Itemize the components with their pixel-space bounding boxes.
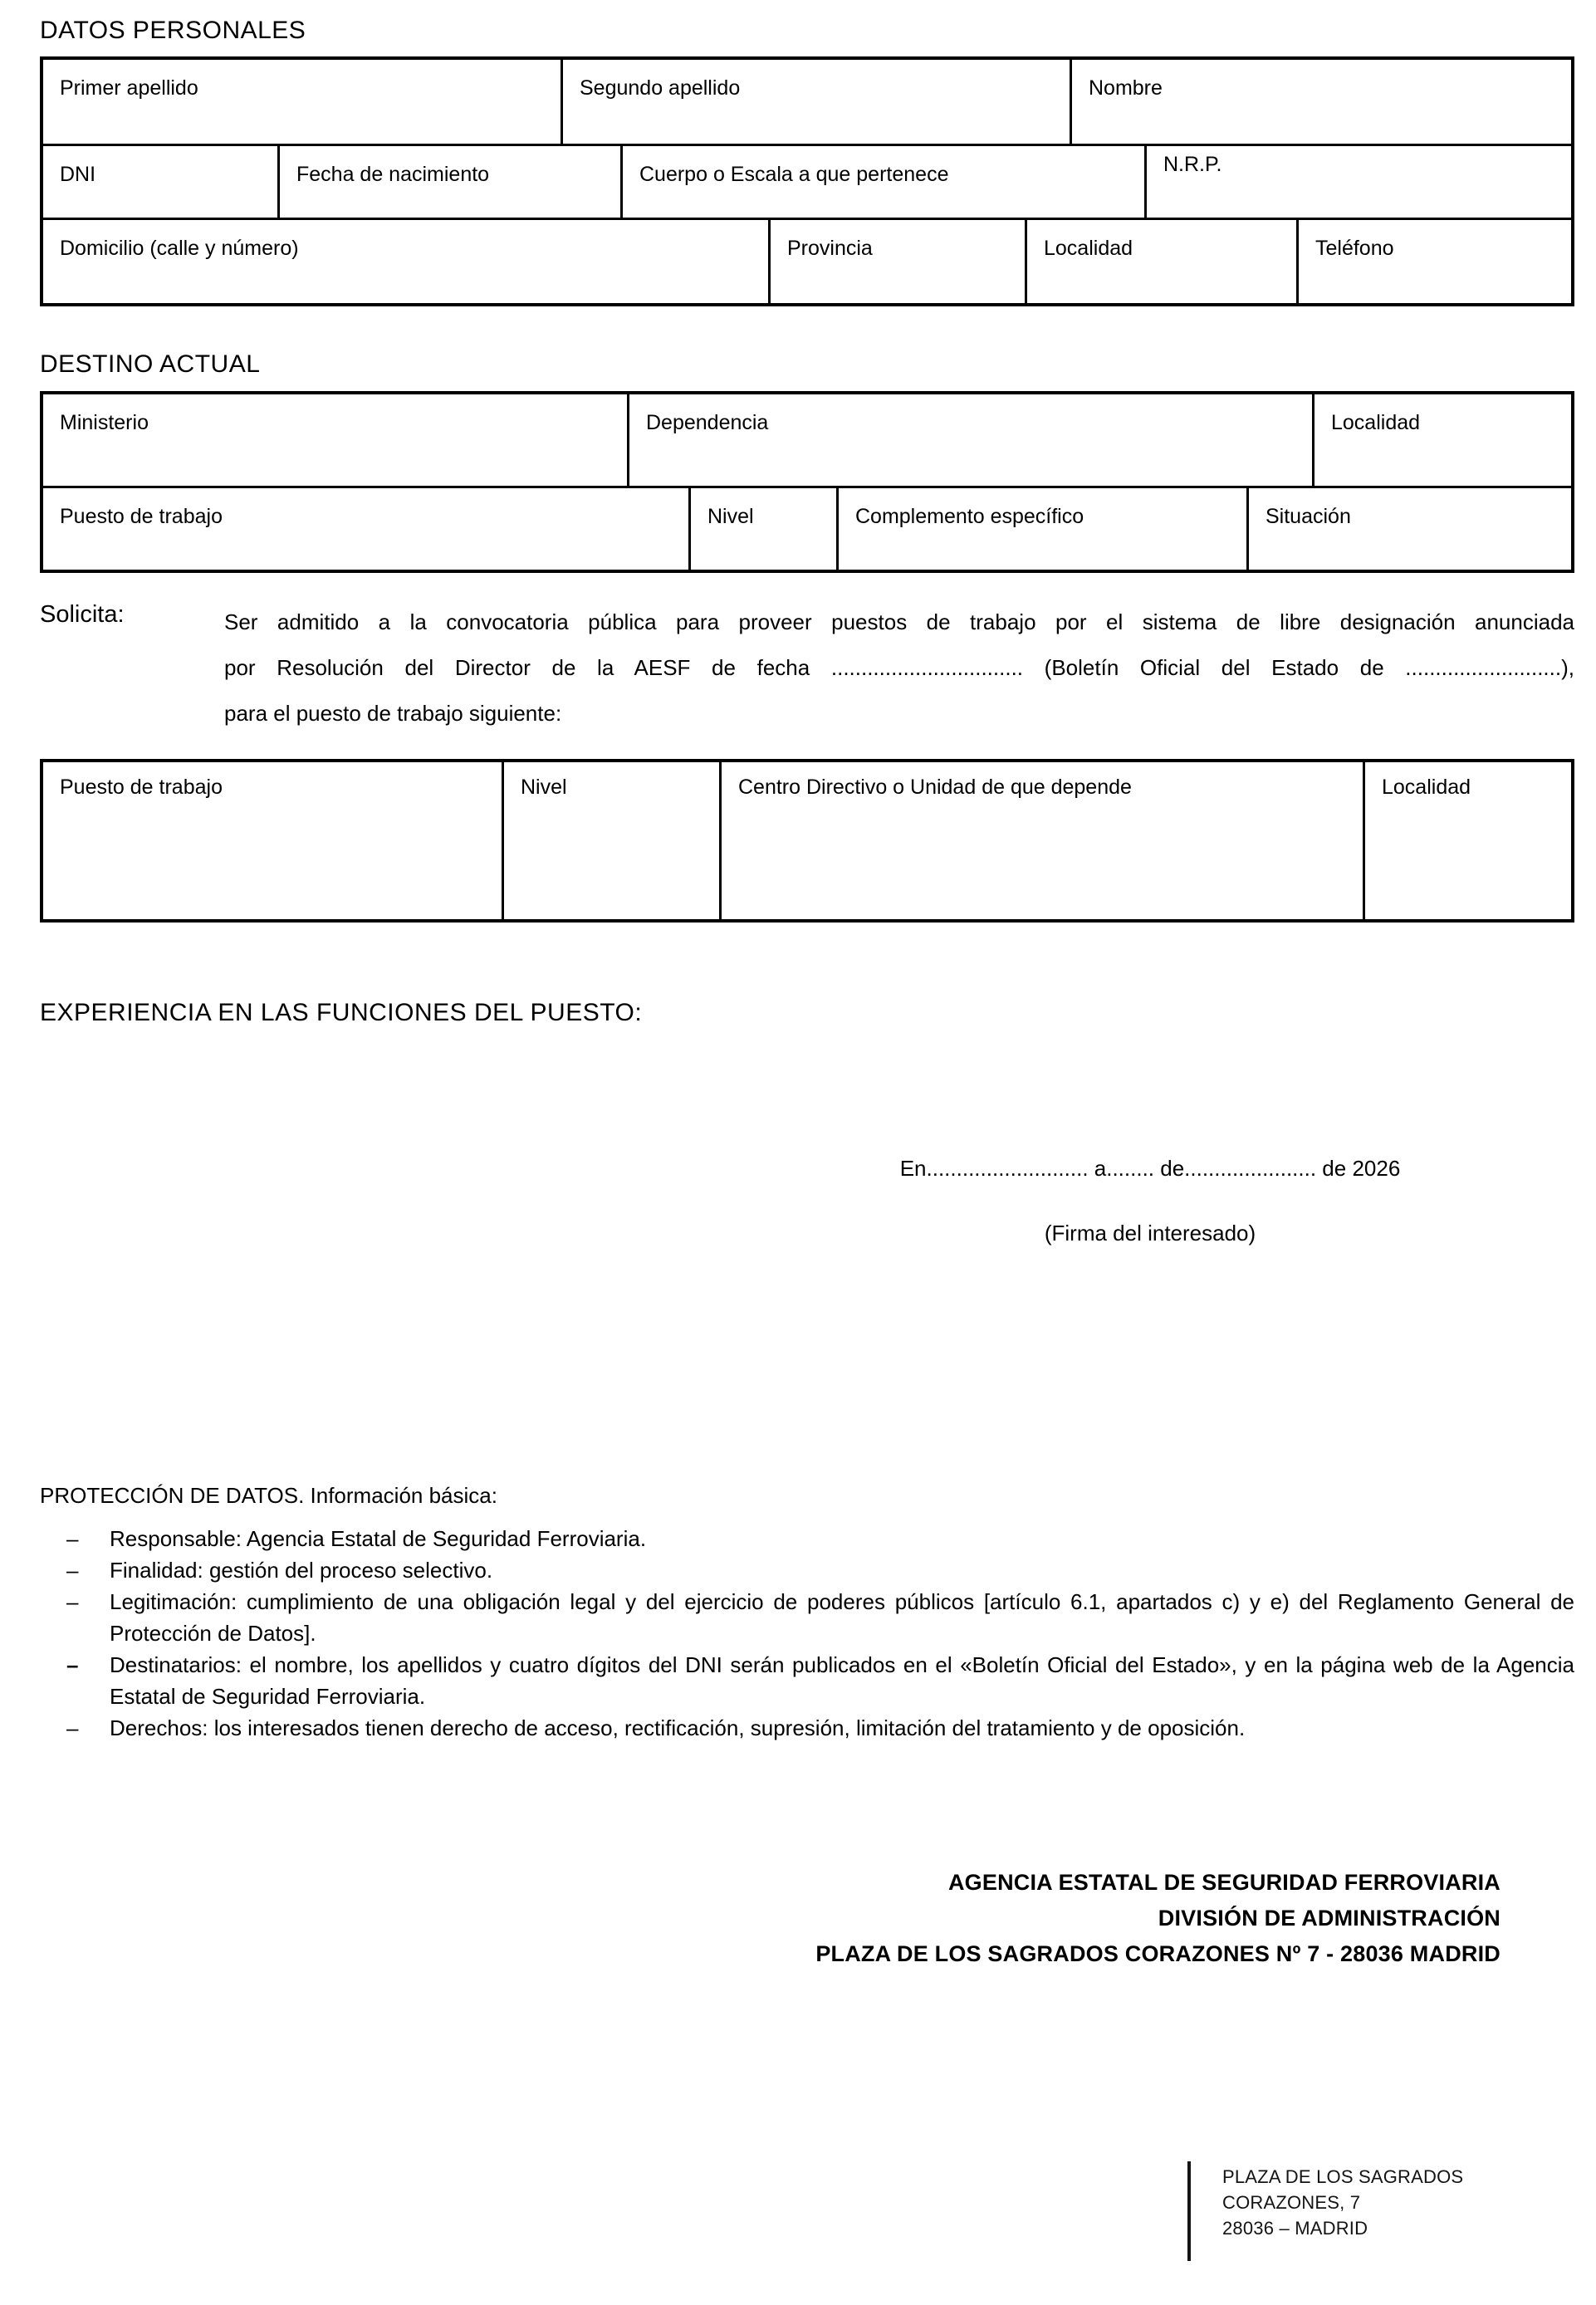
footer-address-line-2: CORAZONES, 7 [1222,2192,1361,2213]
table-datos-personales [40,56,1574,306]
dash-bullet: – [66,1589,79,1614]
cell-provincia: Provincia [768,220,1025,303]
cell-nrp: N.R.P. [1144,146,1571,218]
dash-bullet: – [66,1715,79,1740]
list-item [40,1554,1574,1586]
table-row [43,218,1571,303]
section-heading-destino-actual: DESTINO ACTUAL [40,350,261,378]
solicita-paragraph [224,599,1574,737]
solicita-line-2: por Resolución del Director de la AESF de fecha ................................ (Boletín Oficial del Estado de ..........................), [224,655,1574,680]
cell-dependencia: Dependencia [627,394,1312,486]
list-item-text: Responsable: Agencia Estatal de Seguridad Ferroviaria. [110,1526,647,1551]
table-puesto-solicitado [40,759,1574,922]
cell-ministerio: Ministerio [60,411,149,434]
list-item [40,1523,1574,1554]
cell-localidad-destino: Localidad [1312,394,1571,486]
cell-fecha-nacimiento: Fecha de nacimiento [277,146,620,218]
list-item-text: Finalidad: gestión del proceso selectivo. [110,1558,493,1583]
solicita-line-1: Ser admitido a la convocatoria pública para proveer puestos de trabajo por el sistema de libre designación anunciada [224,609,1574,634]
table-row [43,394,1571,486]
footer-address-line-1: PLAZA DE LOS SAGRADOS [1222,2166,1464,2187]
cell-centro-directivo: Centro Directivo o Unidad de que depende [719,762,1363,919]
addressee-line-1: AGENCIA ESTATAL DE SEGURIDAD FERROVIARIA [947,1870,1501,1895]
addressee-line-3: PLAZA DE LOS SAGRADOS CORAZONES Nº 7 - 28036 MADRID [815,1941,1501,1966]
footer-address [1222,2164,1463,2241]
list-item [40,1649,1574,1712]
list-item-text: Derechos: los interesados tienen derecho de acceso, rectificación, supresión, limitación del tratamiento y de oposición. [110,1715,1246,1740]
table-row [43,486,1571,570]
cell-nivel-solicitado: Nivel [502,762,719,919]
cell-dni: DNI [60,163,96,186]
cell-nivel: Nivel [688,488,836,570]
table-destino-actual [40,391,1574,573]
cell-domicilio: Domicilio (calle y número) [60,237,299,260]
cell-puesto-trabajo: Puesto de trabajo [60,505,223,528]
data-protection-list [40,1523,1574,1744]
list-item-text: Destinatarios: el nombre, los apellidos y cuatro dígitos del DNI serán publicados en el «Boletín Oficial del Estado», y en la página web de la Agencia Estatal de Seguridad Ferroviaria. [110,1652,1574,1709]
cell-situacion: Situación [1246,488,1571,570]
dash-bullet: – [66,1652,79,1677]
list-item [40,1586,1574,1649]
footer-divider-line [1187,2161,1191,2261]
solicita-label: Solicita: [40,601,125,628]
table-row [43,60,1571,144]
addressee-block [40,1865,1501,1972]
section-heading-experiencia: EXPERIENCIA EN LAS FUNCIONES DEL PUESTO: [40,999,643,1026]
cell-primer-apellido: Primer apellido [60,76,198,100]
cell-cuerpo-escala: Cuerpo o Escala a que pertenece [620,146,1144,218]
addressee-line-2: DIVISIÓN DE ADMINISTRACIÓN [1158,1906,1501,1931]
section-heading-datos-personales: DATOS PERSONALES [40,17,306,44]
solicita-line-3: para el puesto de trabajo siguiente: [224,701,562,726]
cell-localidad-solicitada: Localidad [1363,762,1571,919]
cell-telefono: Teléfono [1296,220,1571,303]
cell-localidad: Localidad [1025,220,1296,303]
data-protection-heading: PROTECCIÓN DE DATOS. Información básica: [40,1483,497,1508]
cell-segundo-apellido: Segundo apellido [561,60,1070,144]
cell-nombre: Nombre [1070,60,1571,144]
dash-bullet: – [66,1558,79,1583]
list-item [40,1712,1574,1744]
date-fill-line: En........................... a........ de...................... de 2026 [899,1156,1401,1181]
footer-address-line-3: 28036 – MADRID [1222,2218,1368,2239]
cell-complemento-especifico: Complemento específico [836,488,1246,570]
table-row [43,762,1571,919]
table-row [43,144,1571,218]
dash-bullet: – [66,1526,79,1551]
cell-puesto-solicitado: Puesto de trabajo [60,776,223,799]
list-item-text: Legitimación: cumplimiento de una obligación legal y del ejercicio de poderes públicos [artículo 6.1, apartados c) y e) del Reglamento General de Protección de Datos]. [110,1589,1574,1646]
signature-caption: (Firma del interesado) [1044,1221,1256,1245]
